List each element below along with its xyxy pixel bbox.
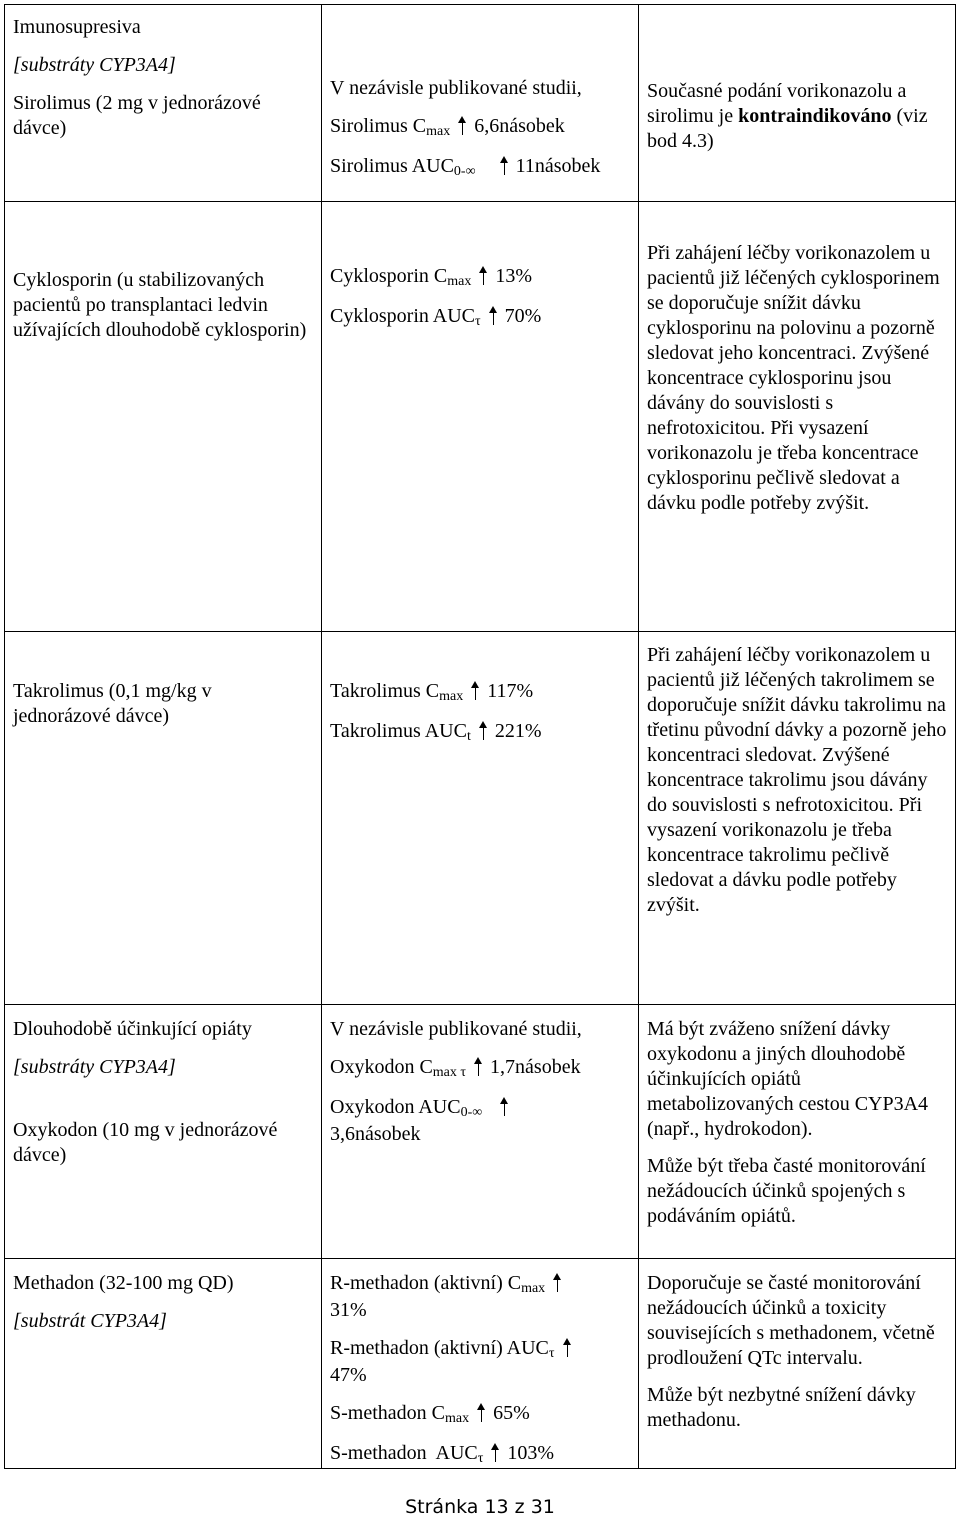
effect-line: S-methadon Cmax 65% (330, 1402, 530, 1426)
recommendation-cell (639, 202, 956, 632)
arrow-up-icon (551, 1272, 565, 1292)
drug-name: Sirolimus (2 mg v jednorázové dávce) (13, 92, 261, 139)
recommendation-text: Může být nezbytné snížení dávky methadonu. (647, 1384, 916, 1431)
effect-cell (322, 5, 639, 202)
effect-line: Oxykodon Cmax τ 1,7násobek (330, 1056, 581, 1080)
drug-group-label: Imunosupresiva (13, 16, 141, 38)
effect-line: Sirolimus Cmax 6,6násobek (330, 115, 565, 139)
effect-cell (322, 1005, 639, 1259)
arrow-up-icon (475, 1402, 489, 1422)
arrow-up-icon (456, 115, 470, 135)
drug-cell (5, 5, 322, 202)
table-row-takrolimus (5, 632, 956, 1005)
drug-name: Cyklosporin (u stabilizovaných pacientů po transplantaci ledvin užívajících dlouhodobě cyklosporin) (13, 269, 307, 341)
arrow-up-icon (487, 305, 501, 325)
effect-cell (322, 632, 639, 1005)
arrow-up-icon (561, 1337, 575, 1357)
effect-line: R-methadon (aktivní) AUCτ 47% (330, 1336, 630, 1388)
recommendation-text: Doporučuje se časté monitorování nežádoucích účinků a toxicity souvisejících s methadonem, včetně prodloužení QTc intervalu. (647, 1272, 935, 1369)
drug-substrate-label: [substráty CYP3A4] (13, 1056, 176, 1078)
drug-group-label: Dlouhodobě účinkující opiáty (13, 1018, 252, 1040)
recommendation-text: Může být třeba časté monitorování nežádoucích účinků spojených s podáváním opiátů. (647, 1155, 926, 1227)
page-number-footer: Stránka 13 z 31 (405, 1496, 555, 1518)
drug-name: Oxykodon (10 mg v jednorázové dávce) (13, 1119, 278, 1166)
arrow-up-icon (477, 720, 491, 740)
effect-intro: V nezávisle publikované studii, (330, 77, 582, 99)
effect-line: Takrolimus AUCt 221% (330, 720, 542, 744)
drug-substrate-label: [substrát CYP3A4] (13, 1310, 167, 1332)
drug-cell (5, 632, 322, 1005)
interaction-table (4, 4, 956, 1469)
drug-cell (5, 202, 322, 632)
effect-line: S-methadon AUCτ 103% (330, 1442, 555, 1466)
recommendation-text: Při zahájení léčby vorikonazolem u pacientů již léčených takrolimem se doporučuje snížit dávku takrolimu na třetinu původní dávky a pozorně jeho koncentraci sledovat. Zvýšené koncentrace takrolimu jsou dávány do souvislosti s nefrotoxicitou. Při vysazení vorikonazolu je třeba koncentrace takrolimu pečlivě sledovat a dávku podle potřeby zvýšit. (647, 644, 947, 916)
arrow-up-icon (498, 1096, 512, 1116)
recommendation-cell (639, 1259, 956, 1469)
arrow-up-icon (477, 265, 491, 285)
effect-cell (322, 202, 639, 632)
table-row-methadon (5, 1259, 956, 1469)
drug-cell (5, 1005, 322, 1259)
table-row-sirolimus (5, 5, 956, 202)
effect-line: Sirolimus AUC0-∞ 11násobek (330, 155, 601, 179)
drug-substrate-label: [substráty CYP3A4] (13, 54, 176, 76)
effect-line: R-methadon (aktivní) Cmax 31% (330, 1271, 630, 1323)
drug-cell (5, 1259, 322, 1469)
effect-line: Cyklosporin Cmax 13% (330, 265, 533, 289)
recommendation-cell (639, 632, 956, 1005)
drug-name: Methadon (32-100 mg QD) (13, 1272, 234, 1294)
arrow-up-icon (469, 680, 483, 700)
effect-line: Takrolimus Cmax 117% (330, 680, 534, 704)
effect-cell (322, 1259, 639, 1469)
table-row-cyklosporin (5, 202, 956, 632)
recommendation-text: Má být zváženo snížení dávky oxykodonu a jiných dlouhodobě účinkujících opiátů metabolizovaných cestou CYP3A4 (např., hydrokodon). (647, 1018, 929, 1140)
effect-line: Oxykodon AUC0-∞ 3,6násobek (330, 1095, 630, 1147)
recommendation-text: Současné podání vorikonazolu a sirolimu je kontraindikováno (viz bod 4.3) (647, 80, 928, 152)
arrow-up-icon (489, 1442, 503, 1462)
recommendation-cell (639, 1005, 956, 1259)
table-row-oxykodon (5, 1005, 956, 1259)
drug-name: Takrolimus (0,1 mg/kg v jednorázové dávce) (13, 680, 212, 727)
recommendation-text: Při zahájení léčby vorikonazolem u pacientů již léčených cyklosporinem se doporučuje snížit dávku cyklosporinu na polovinu a pozorně sledovat jeho koncentraci. Zvýšené koncentrace cyklosporinu jsou dávány do souvislosti s nefrotoxicitou. Při vysazení vorikonazolu je třeba koncentrace cyklosporinu pečlivě sledovat a dávku podle potřeby zvýšit. (647, 242, 940, 514)
arrow-up-icon (498, 155, 512, 175)
arrow-up-icon (472, 1056, 486, 1076)
effect-line: Cyklosporin AUCτ 70% (330, 305, 542, 329)
recommendation-cell (639, 5, 956, 202)
effect-intro: V nezávisle publikované studii, (330, 1018, 582, 1040)
